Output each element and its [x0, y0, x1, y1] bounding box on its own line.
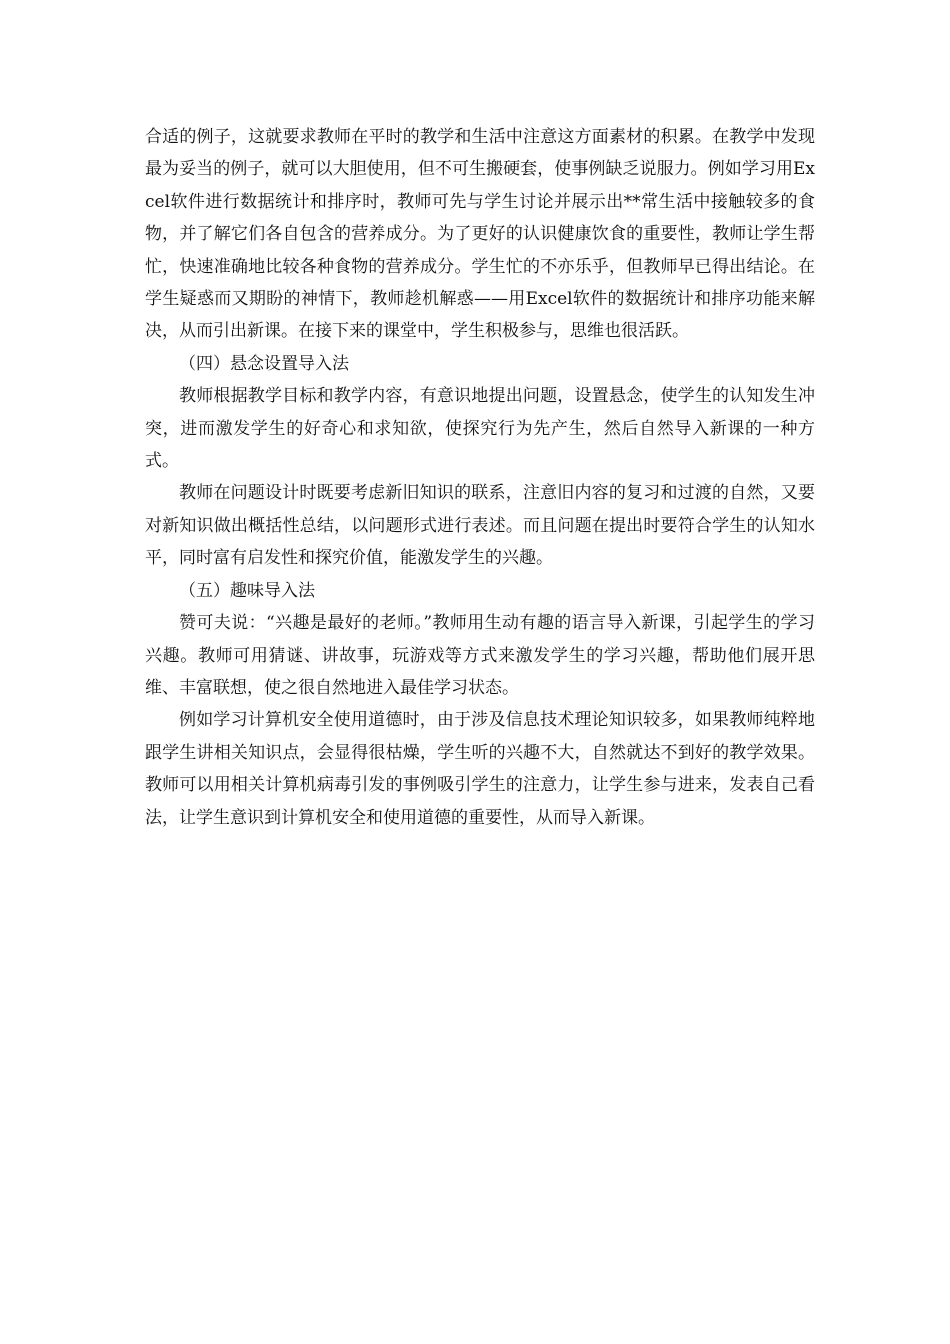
- body-paragraph: 赞可夫说：“兴趣是最好的老师。”教师用生动有趣的语言导入新课，引起学生的学习兴趣。教师可用猜谜、讲故事，玩游戏等方式来激发学生的学习兴趣，帮助他们展开思维、丰富联想，使之很自然地进入最佳学习状态。: [145, 613, 815, 698]
- body-paragraph: 合适的例子，这就要求教师在平时的教学和生活中注意这方面素材的积累。在教学中发现最为妥当的例子，就可以大胆使用，但不可生搬硬套，使事例缺乏说服力。例如学习用Excel软件进行数据统计和排序时，教师可先与学生讨论并展示出**常生活中接触较多的食物，并了解它们各自包含的营养成分。为了更好的认识健康饮食的重要性，教师让学生帮忙，快速准确地比较各种食物的营养成分。学生忙的不亦乐乎，但教师早已得出结论。在学生疑惑而又期盼的神情下，教师趁机解惑——用Excel软件的数据统计和排序功能来解决，从而引出新课。在接下来的课堂中，学生积极参与，思维也很活跃。: [145, 127, 815, 342]
- section-heading: （四）悬念设置导入法: [179, 353, 349, 374]
- body-paragraph: 教师根据教学目标和教学内容，有意识地提出问题，设置悬念，使学生的认知发生冲突，进而激发学生的好奇心和求知欲，使探究行为先产生，然后自然导入新课的一种方式。: [145, 386, 815, 472]
- body-paragraph: 例如学习计算机安全使用道德时，由于涉及信息技术理论知识较多，如果教师纯粹地跟学生讲相关知识点，会显得很枯燥，学生听的兴趣不大，自然就达不到好的教学效果。教师可以用相关计算机病毒引发的事例吸引学生的注意力，让学生参与进来，发表自己看法，让学生意识到计算机安全和使用道德的重要性，从而导入新课。: [145, 710, 815, 828]
- body-paragraph: 教师在问题设计时既要考虑新旧知识的联系，注意旧内容的复习和过渡的自然，又要对新知识做出概括性总结，以问题形式进行表述。而且问题在提出时要符合学生的认知水平，同时富有启发性和探究价值，能激发学生的兴趣。: [145, 483, 815, 569]
- section-heading: （五）趣味导入法: [179, 580, 315, 601]
- document-page: [145, 121, 815, 834]
